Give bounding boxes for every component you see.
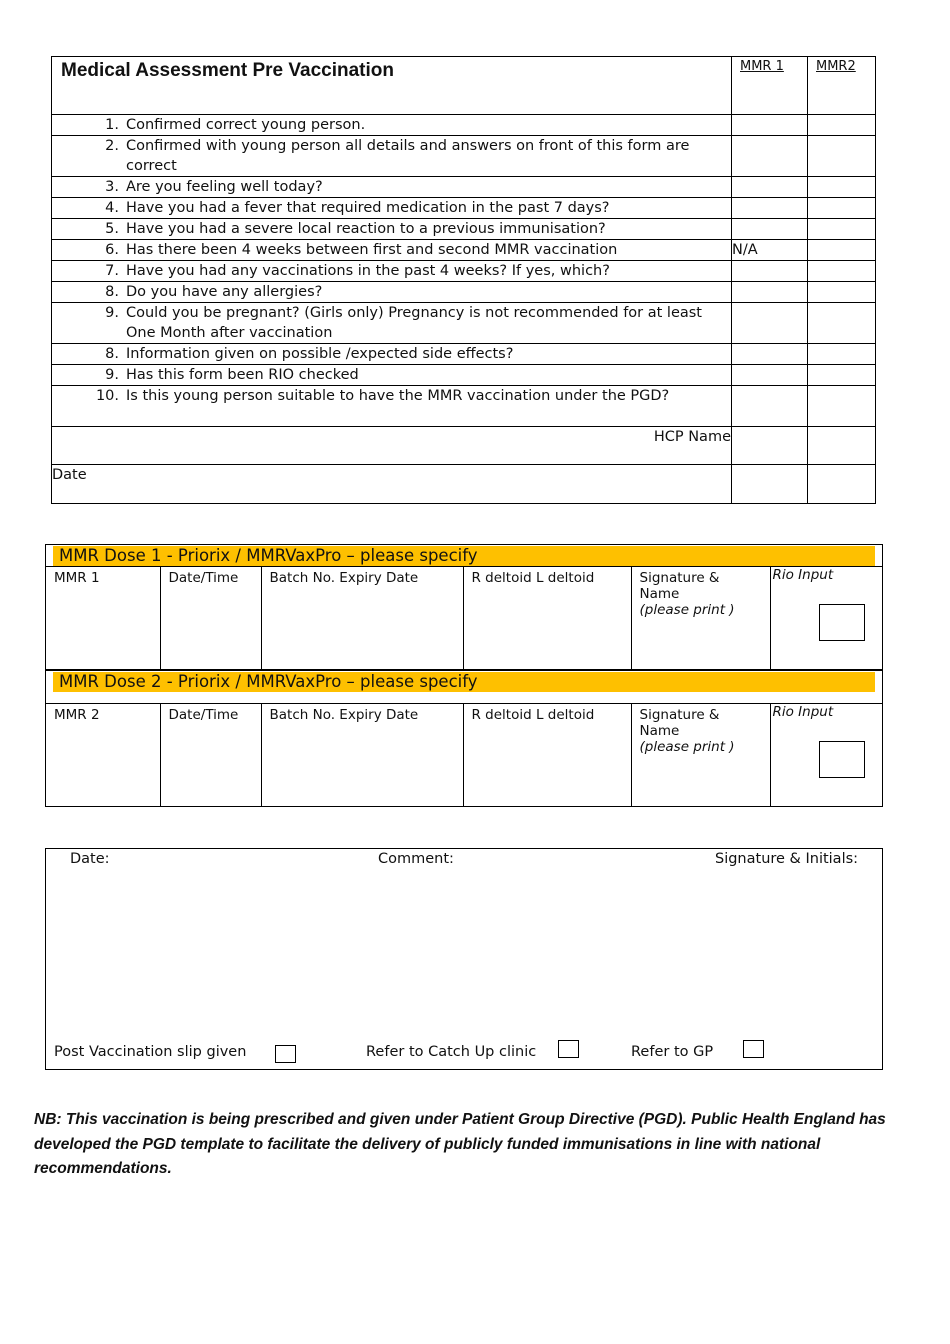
dose1-rio-label: Rio Input: [772, 567, 834, 583]
date-mmr2-cell[interactable]: [808, 465, 876, 504]
question-number: 5.: [105, 221, 119, 237]
question-row: [52, 177, 876, 198]
question-text: Has this form been RIO checked: [126, 367, 359, 383]
dose2-mmr-label: MMR 2: [46, 704, 160, 807]
dose1-please-print: (please print ): [639, 602, 735, 618]
question-cell: [52, 386, 732, 427]
dose2-please-print: (please print ): [639, 739, 735, 755]
dose2-signature-cell[interactable]: [631, 704, 770, 807]
dose1-signature-cell[interactable]: [631, 567, 770, 670]
question-cell: [52, 177, 732, 198]
comment-signature-label: Signature & Initials:: [715, 851, 859, 867]
question-text: Confirmed with young person all details and answers on front of this form are correct: [126, 138, 690, 174]
question-number: 3.: [105, 179, 119, 195]
mmr1-answer-cell[interactable]: [732, 303, 808, 344]
post-vaccination-checkbox[interactable]: [275, 1045, 296, 1063]
question-row: [52, 219, 876, 240]
question-cell: [52, 303, 732, 344]
dose1-batch-cell[interactable]: Batch No. Expiry Date: [261, 567, 463, 670]
question-row: [52, 240, 876, 261]
dose1-mmr-label: MMR 1: [46, 567, 160, 670]
question-text: Have you had a fever that required medication in the past 7 days?: [126, 200, 610, 216]
question-row: [52, 261, 876, 282]
dose1-section: [45, 544, 883, 671]
question-row: [52, 198, 876, 219]
question-number: 8.: [105, 346, 119, 362]
question-cell: [52, 219, 732, 240]
dose1-deltoid-cell[interactable]: R deltoid L deltoid: [463, 567, 631, 670]
hcp-name-mmr2-cell[interactable]: [808, 427, 876, 465]
mmr1-answer-cell[interactable]: [732, 282, 808, 303]
question-text: Has there been 4 weeks between first and second MMR vaccination: [126, 242, 618, 258]
question-text: Could you be pregnant? (Girls only) Pregnancy is not recommended for at least One Month after vaccination: [126, 305, 702, 341]
dose1-signature-label: Signature & Name: [639, 570, 720, 602]
dose2-table: [46, 703, 883, 807]
mmr2-answer-cell[interactable]: [808, 261, 876, 282]
date-label: Date: [52, 465, 732, 504]
dose1-rio-cell: [770, 567, 883, 670]
question-text: Have you had any vaccinations in the past 4 weeks? If yes, which?: [126, 263, 610, 279]
dose1-datetime-cell[interactable]: Date/Time: [160, 567, 261, 670]
date-mmr1-cell[interactable]: [732, 465, 808, 504]
mmr2-answer-cell[interactable]: [808, 115, 876, 136]
mmr1-answer-cell[interactable]: [732, 261, 808, 282]
dose1-rio-input-box[interactable]: [819, 604, 865, 641]
dose2-rio-input-box[interactable]: [819, 741, 865, 778]
question-cell: [52, 198, 732, 219]
mmr2-answer-cell[interactable]: [808, 240, 876, 261]
catch-up-checkbox[interactable]: [558, 1040, 579, 1058]
question-cell: [52, 344, 732, 365]
question-text: Information given on possible /expected side effects?: [126, 346, 514, 362]
mmr1-answer-cell[interactable]: [732, 219, 808, 240]
question-number: 1.: [105, 117, 119, 133]
question-number: 10.: [95, 388, 119, 404]
question-number: 9.: [105, 367, 119, 383]
question-text: Confirmed correct young person.: [126, 117, 366, 133]
question-cell: [52, 282, 732, 303]
question-number: 8.: [105, 284, 119, 300]
assessment-title: Medical Assessment Pre Vaccination: [52, 57, 732, 115]
mmr2-answer-cell[interactable]: [808, 282, 876, 303]
catch-up-label: Refer to Catch Up clinic: [366, 1044, 537, 1060]
question-cell: [52, 261, 732, 282]
mmr2-answer-cell[interactable]: [808, 136, 876, 177]
question-number: 7.: [105, 263, 119, 279]
question-text: Is this young person suitable to have the MMR vaccination under the PGD?: [126, 388, 670, 404]
mmr1-answer-cell[interactable]: [732, 115, 808, 136]
question-text: Do you have any allergies?: [126, 284, 323, 300]
pgd-note: NB: This vaccination is being prescribed and given under Patient Group Directive (PGD). Public Health England has developed the PGD template to facilitate the delivery of publicly funded immunisations in line with national recommendations.: [34, 1111, 886, 1177]
question-number: 4.: [105, 200, 119, 216]
dose2-signature-label: Signature & Name: [639, 707, 720, 739]
refer-gp-checkbox[interactable]: [743, 1040, 764, 1058]
mmr1-answer-cell[interactable]: [732, 198, 808, 219]
medical-assessment-table: [51, 56, 876, 504]
comment-date-label: Date:: [70, 851, 110, 867]
question-cell: [52, 136, 732, 177]
mmr1-answer-cell[interactable]: [732, 386, 808, 427]
question-row: [52, 282, 876, 303]
question-row: [52, 136, 876, 177]
question-row: [52, 344, 876, 365]
question-text: Are you feeling well today?: [126, 179, 323, 195]
question-cell: [52, 240, 732, 261]
hcp-name-mmr1-cell[interactable]: [732, 427, 808, 465]
question-cell: [52, 115, 732, 136]
mmr1-answer-cell[interactable]: [732, 365, 808, 386]
mmr2-answer-cell[interactable]: [808, 344, 876, 365]
mmr2-answer-cell[interactable]: [808, 198, 876, 219]
dose2-rio-label: Rio Input: [772, 704, 834, 720]
question-text: Have you had a severe local reaction to a previous immunisation?: [126, 221, 606, 237]
question-row: [52, 115, 876, 136]
dose2-datetime-cell[interactable]: Date/Time: [160, 704, 261, 807]
mmr1-answer-cell[interactable]: N/A: [732, 240, 808, 261]
mmr2-answer-cell[interactable]: [808, 365, 876, 386]
comment-label: Comment:: [378, 851, 454, 867]
question-row: [52, 303, 876, 344]
refer-gp-label: Refer to GP: [631, 1044, 714, 1060]
post-vaccination-label: Post Vaccination slip given: [54, 1044, 247, 1060]
question-number: 6.: [105, 242, 119, 258]
mmr2-answer-cell[interactable]: [808, 386, 876, 427]
dose2-deltoid-cell[interactable]: R deltoid L deltoid: [463, 704, 631, 807]
question-cell: [52, 365, 732, 386]
mmr1-answer-cell[interactable]: [732, 344, 808, 365]
hcp-name-label: HCP Name: [52, 427, 732, 465]
question-row: [52, 365, 876, 386]
question-row: [52, 386, 876, 427]
dose2-batch-cell[interactable]: Batch No. Expiry Date: [261, 704, 463, 807]
mmr1-answer-cell[interactable]: [732, 136, 808, 177]
mmr2-column-header: MMR2: [808, 57, 876, 115]
mmr1-column-header: MMR 1: [732, 57, 808, 115]
dose2-rio-cell: [770, 704, 883, 807]
dose1-band: MMR Dose 1 - Priorix / MMRVaxPro – please specify: [53, 546, 875, 566]
mmr2-answer-cell[interactable]: [808, 177, 876, 198]
question-number: 2.: [105, 138, 119, 154]
mmr2-answer-cell[interactable]: [808, 303, 876, 344]
mmr2-answer-cell[interactable]: [808, 219, 876, 240]
dose2-band: MMR Dose 2 - Priorix / MMRVaxPro – please specify: [53, 672, 875, 692]
dose2-section: [45, 670, 883, 807]
dose1-table: [46, 566, 883, 670]
mmr1-answer-cell[interactable]: [732, 177, 808, 198]
comment-box[interactable]: [45, 848, 883, 1070]
question-number: 9.: [105, 305, 119, 321]
